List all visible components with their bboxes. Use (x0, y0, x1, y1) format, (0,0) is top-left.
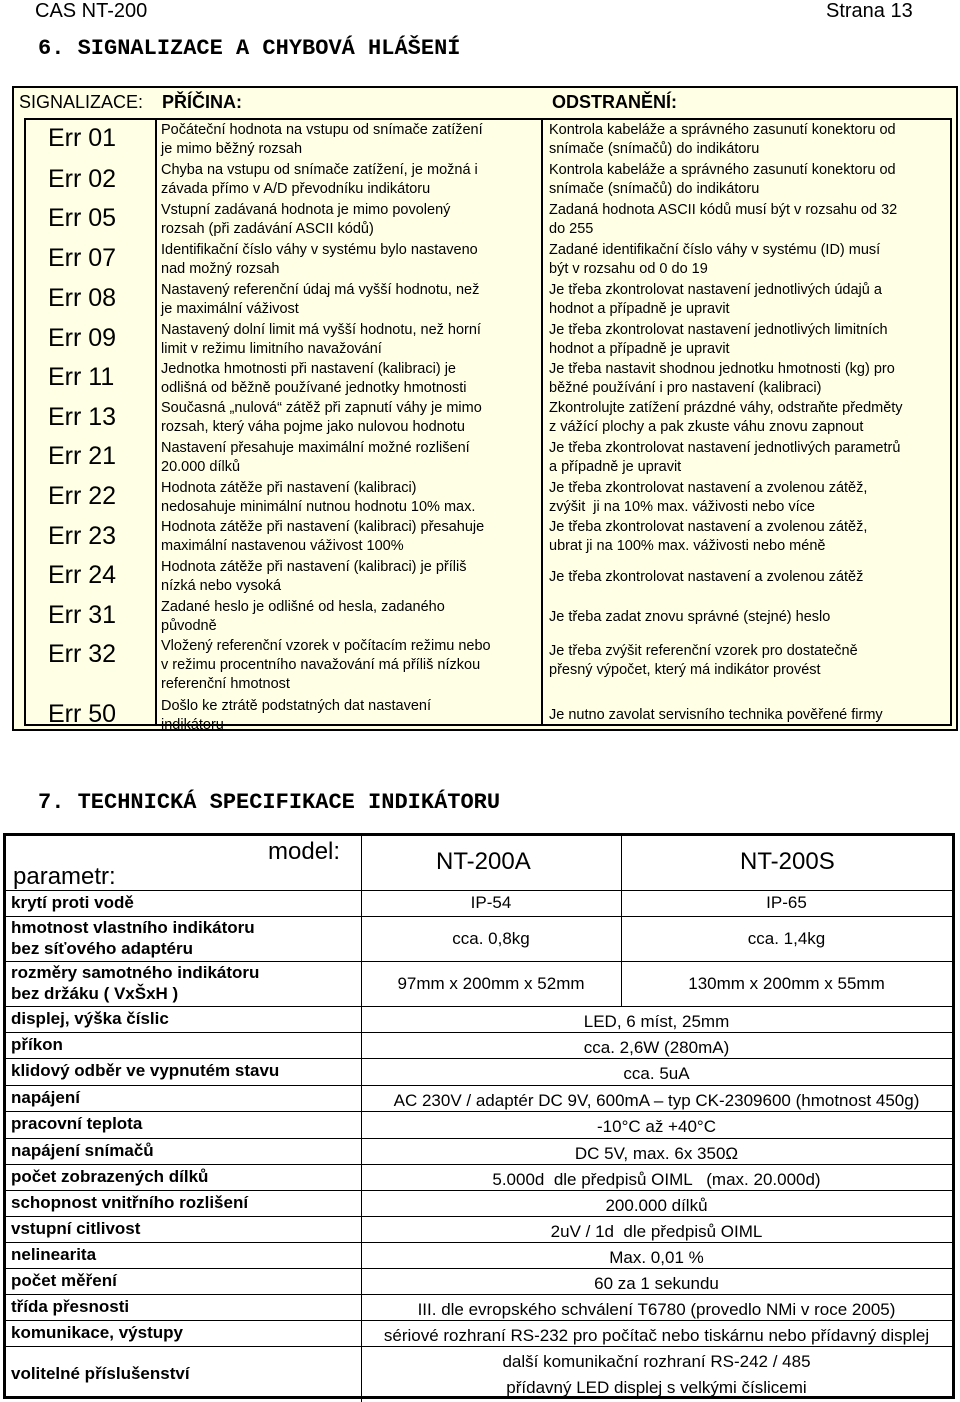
error-code-column (24, 118, 157, 726)
error-fix: Je nutno zavolat servisního technika pověřené firmy (549, 707, 883, 723)
spec-value: AC 230V / adaptér DC 9V, 600mA – typ CK-2309600 (hmotnost 450g) (393, 1091, 920, 1110)
spec-value: cca. 5uA (623, 1064, 690, 1083)
error-code: Err 32 (48, 640, 117, 668)
spec-row-divider (6, 1242, 952, 1243)
spec-param: počet měření (11, 1271, 117, 1290)
spec-value-a: IP-54 (470, 893, 512, 912)
error-cause: Hodnota zátěže při nastavení (kalibraci) nedosahuje minimální nutnou hodnotu 10% max. (161, 480, 476, 515)
spec-model-a: NT-200A (436, 848, 531, 875)
error-fix-column (543, 118, 952, 726)
spec-param: třída přesnosti (11, 1297, 130, 1316)
spec-param: volitelné příslušenství (11, 1364, 190, 1383)
error-cause: Identifikační číslo váhy v systému bylo nastaveno nad možný rozsah (161, 242, 478, 277)
error-header-signal: SIGNALIZACE: (19, 92, 144, 112)
error-code: Err 24 (48, 561, 117, 589)
error-cause: Zadané heslo je odlišné od hesla, zadaného původně (161, 599, 445, 634)
error-code: Err 13 (48, 403, 117, 431)
error-code: Err 05 (48, 204, 117, 232)
spec-row-divider (6, 1032, 952, 1033)
spec-value-a: 97mm x 200mm x 52mm (397, 974, 585, 993)
spec-param: počet zobrazených dílků (11, 1167, 209, 1186)
spec-table (3, 833, 955, 1399)
spec-col-divider (621, 836, 622, 890)
error-cause: Hodnota zátěže při nastavení (kalibraci) je příliš nízká nebo vysoká (161, 559, 467, 594)
spec-param: pracovní teplota (11, 1114, 143, 1133)
error-code: Err 09 (48, 324, 117, 352)
spec-param: příkon (11, 1035, 63, 1054)
error-fix: Je třeba zadat znovu správné (stejné) heslo (549, 609, 831, 625)
error-code: Err 02 (48, 165, 117, 193)
error-cause: Nastavený referenční údaj má vyšší hodnotu, než je maximální váživost (161, 282, 480, 317)
spec-value-s: IP-65 (766, 893, 807, 912)
spec-corner-param: parametr: (13, 863, 116, 890)
spec-value: 200.000 dílků (605, 1196, 708, 1215)
spec-value: 60 za 1 sekundu (594, 1274, 719, 1293)
spec-value-s: 130mm x 200mm x 55mm (688, 974, 885, 993)
error-fix: Je třeba zkontrolovat nastavení a zvolenou zátěž (549, 569, 864, 585)
error-fix: Je třeba zkontrolovat nastavení jednotlivých parametrů a případně je upravit (549, 440, 901, 475)
spec-value: další komunikační rozhraní RS-242 / 485 přídavný LED displej s velkými číslicemi (502, 1352, 811, 1397)
spec-row-divider (6, 1164, 952, 1165)
error-fix: Zadaná hodnota ASCII kódů musí být v rozsahu od 32 do 255 (549, 202, 898, 237)
spec-header-divider (6, 890, 952, 891)
spec-value: LED, 6 míst, 25mm (583, 1012, 730, 1031)
error-code: Err 22 (48, 482, 117, 510)
error-fix: Je třeba zkontrolovat nastavení a zvolenou zátěž, ubrat ji na 100% max. váživosti nebo méně (549, 519, 868, 554)
error-cause: Hodnota zátěže při nastavení (kalibraci) přesahuje maximální nastavenou váživost 100% (161, 519, 485, 554)
error-code: Err 50 (48, 700, 117, 728)
spec-row-divider (6, 1138, 952, 1139)
spec-row-divider (6, 1111, 952, 1112)
error-fix: Zadané identifikační číslo váhy v systému (ID) musí být v rozsahu od 0 do 19 (549, 242, 881, 277)
section-7-title: 7. TECHNICKÁ SPECIFIKACE INDIKÁTORU (38, 790, 501, 815)
spec-value-a: cca. 0,8kg (452, 929, 530, 948)
error-code: Err 23 (48, 522, 117, 550)
error-header-cause: PŘÍČINA: (162, 92, 242, 112)
error-fix: Je třeba zkontrolovat nastavení jednotlivých limitních hodnot a případně je upravit (549, 322, 888, 357)
error-fix: Zkontrolujte zatížení prázdné váhy, odstraňte předměty z vážící plochy a pak zkuste váhu znovu zapnout (549, 400, 903, 435)
error-cause: Jednotka hmotnosti při nastavení (kalibraci) je odlišná od běžně používané jednotky hmotnosti (161, 361, 467, 396)
error-cause: Nastavený dolní limit má vyšší hodnotu, než horní limit v režimu limitního navažování (161, 322, 481, 357)
spec-value: cca. 2,6W (280mA) (583, 1038, 730, 1057)
error-fix: Kontrola kabeláže a správného zasunutí konektoru od snímače (snímačů) do indikátoru (549, 122, 896, 157)
page-header-left: CAS NT-200 (35, 0, 148, 22)
error-code: Err 31 (48, 601, 117, 629)
spec-param: napájení snímačů (11, 1141, 154, 1160)
error-fix: Kontrola kabeláže a správného zasunutí konektoru od snímače (snímačů) do indikátoru (549, 162, 896, 197)
error-cause: Chyba na vstupu od snímače zatížení, je možná i závada přímo v A/D převodníku indikátoru (161, 162, 478, 197)
error-cause-column (157, 118, 543, 733)
error-code: Err 21 (48, 442, 117, 470)
error-code: Err 07 (48, 244, 117, 272)
spec-param: krytí proti vodě (11, 893, 134, 912)
spec-param: hmotnost vlastního indikátoru bez síťového adaptéru (11, 918, 255, 958)
error-cause: Současná „nulová“ zátěž při zapnutí váhy je mimo rozsah, který váha pojme jako nulovou hodnotu (161, 400, 482, 435)
spec-value: 2uV / 1d dle předpisů OIML (550, 1222, 763, 1241)
spec-row-divider (6, 1294, 952, 1295)
spec-row-divider (6, 1268, 952, 1269)
spec-param: nelinearita (11, 1245, 97, 1264)
spec-value: Max. 0,01 % (609, 1248, 704, 1267)
error-fix: Je třeba nastavit shodnou jednotku hmotnosti (kg) pro běžné používání i pro nastavení (kalibraci) (549, 361, 895, 396)
error-cause: Vložený referenční vzorek v počítacím režimu nebo v režimu procentního navažování má příliš nízkou referenční hmotnost (161, 638, 491, 692)
error-fix: Je třeba zvýšit referenční vzorek pro dostatečně přesný výpočet, který má indikátor provést (549, 643, 858, 678)
spec-param: napájení (11, 1088, 80, 1107)
spec-value: sériové rozhraní RS-232 pro počítač nebo tiskárnu nebo přídavný displej (383, 1326, 930, 1345)
error-code: Err 08 (48, 284, 117, 312)
spec-value: -10°C až +40°C (597, 1117, 716, 1136)
spec-row-divider (6, 1058, 952, 1059)
spec-value: 5.000d dle předpisů OIML (max. 20.000d) (492, 1170, 821, 1189)
page-header-right: Strana 13 (826, 0, 913, 22)
error-cause: Došlo ke ztrátě podstatných dat nastavení indikátoru (161, 698, 432, 733)
spec-value: DC 5V, max. 6x 350Ω (574, 1144, 739, 1163)
spec-row-divider (6, 1006, 952, 1007)
spec-param: vstupní citlivost (11, 1219, 141, 1238)
spec-row-divider (6, 1216, 952, 1217)
spec-param: rozměry samotného indikátoru bez držáku ( VxŠxH ) (11, 963, 260, 1003)
error-fix: Je třeba zkontrolovat nastavení a zvolenou zátěž, zvýšit ji na 10% max. váživosti nebo více (549, 480, 868, 515)
spec-param: klidový odběr ve vypnutém stavu (11, 1061, 280, 1080)
spec-row-divider (6, 1085, 952, 1086)
error-cause: Vstupní zadávaná hodnota je mimo povolený rozsah (při zadávání ASCII kódů) (161, 202, 451, 237)
spec-row-divider (6, 1320, 952, 1321)
spec-param: displej, výška číslic (11, 1009, 169, 1028)
spec-model-s: NT-200S (740, 848, 835, 875)
spec-value-s: cca. 1,4kg (747, 929, 826, 948)
error-fix: Je třeba zkontrolovat nastavení jednotlivých údajů a hodnot a případně je upravit (549, 282, 882, 317)
error-header-fix: ODSTRANĚNÍ: (552, 92, 677, 112)
section-6-title: 6. SIGNALIZACE A CHYBOVÁ HLÁŠENÍ (38, 36, 461, 61)
spec-row-divider (6, 1190, 952, 1191)
error-table (12, 86, 958, 731)
error-cause: Nastavení přesahuje maximální možné rozlišení 20.000 dílků (161, 440, 470, 475)
spec-param: schopnost vnitřního rozlišení (11, 1193, 249, 1212)
error-code: Err 01 (48, 124, 117, 152)
spec-value: III. dle evropského schválení T6780 (provedlo NMi v roce 2005) (417, 1300, 896, 1319)
error-code: Err 11 (48, 363, 115, 391)
spec-row-divider (6, 1346, 952, 1347)
error-cause: Počáteční hodnota na vstupu od snímače zatížení je mimo běžný rozsah (161, 122, 483, 157)
spec-corner-model: model: (268, 838, 341, 865)
spec-param: komunikace, výstupy (11, 1323, 183, 1342)
